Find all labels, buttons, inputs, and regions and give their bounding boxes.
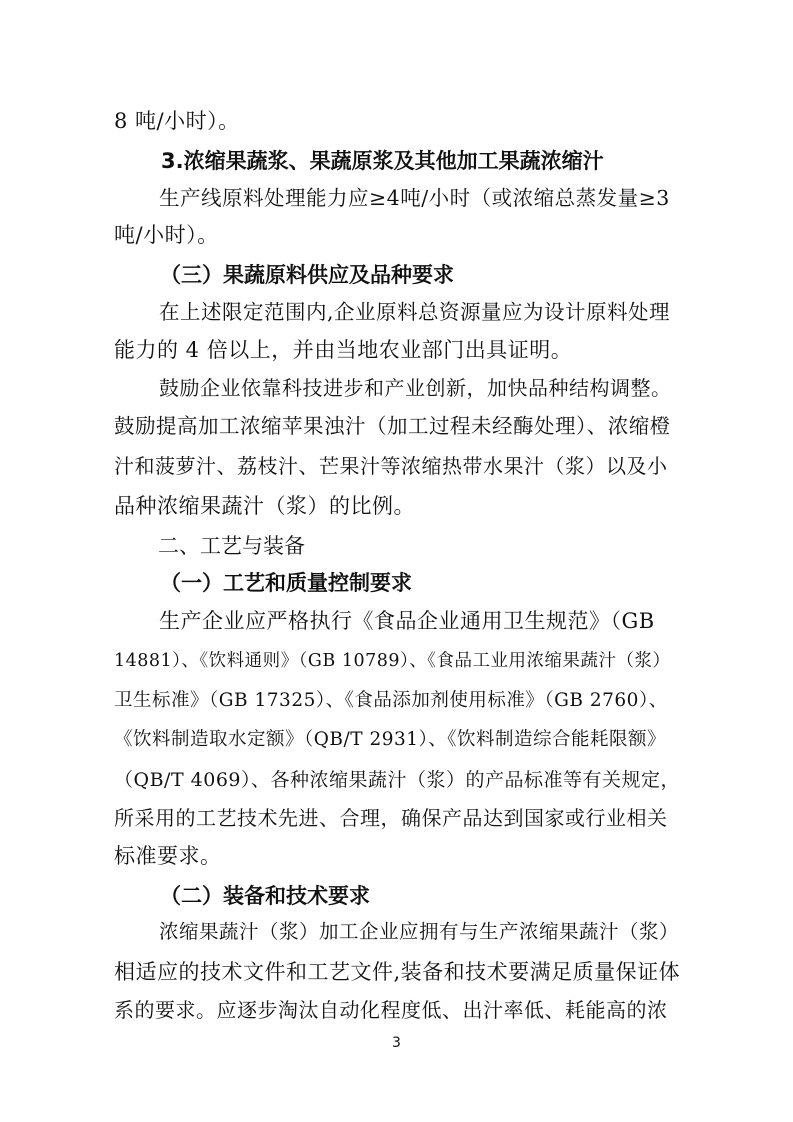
section-heading: （三）果蔬原料供应及品种要求 bbox=[160, 263, 454, 287]
paragraph-line: 卫生标准》（GB 17325）、《食品添加剂使用标准》（GB 2760）、 bbox=[114, 690, 668, 711]
paragraph-line: 鼓励企业依靠科技进步和产业创新，加快品种结构调整。 bbox=[159, 376, 672, 400]
paragraph-line: 鼓励提高加工浓缩苹果浊汁（加工过程未经酶处理）、浓缩橙 bbox=[114, 414, 671, 438]
section-heading: （二）装备和技术要求 bbox=[160, 884, 370, 908]
paragraph-line: 8 吨/小时）。 bbox=[114, 109, 240, 133]
paragraph-line: 吨/小时）。 bbox=[114, 223, 219, 247]
paragraph-line: 品种浓缩果蔬汁（浆）的比例。 bbox=[114, 494, 415, 518]
paragraph-line: 在上述限定范围内,企业原料总资源量应为设计原料处理 bbox=[159, 300, 671, 324]
paragraph-line: 生产企业应严格执行《食品企业通用卫生规范》（GB bbox=[159, 609, 655, 633]
paragraph-line: 汁和菠萝汁、荔枝汁、芒果汁等浓缩热带水果汁（浆）以及小 bbox=[114, 454, 668, 478]
page-number: 3 bbox=[392, 1035, 401, 1051]
paragraph-line: 生产线原料处理能力应≥4吨/小时（或浓缩总蒸发量≥3 bbox=[159, 186, 670, 210]
section-heading: （一）工艺和质量控制要求 bbox=[160, 571, 412, 595]
paragraph-line: 所采用的工艺技术先进、合理，确保产品达到国家或行业相关 bbox=[114, 806, 668, 830]
paragraph-line: 能力的 4 倍以上，并由当地农业部门出具证明。 bbox=[114, 338, 573, 362]
paragraph-line: 相适应的技术文件和工艺文件,装备和技术要满足质量保证体 bbox=[114, 960, 681, 984]
paragraph-line: 标准要求。 bbox=[114, 844, 222, 868]
paragraph-line: 《饮料制造取水定额》（QB/T 2931）、《饮料制造综合能耗限额》 bbox=[114, 729, 667, 750]
paragraph-line: 浓缩果蔬汁（浆）加工企业应拥有与生产浓缩果蔬汁（浆） bbox=[159, 920, 680, 943]
chapter-heading: 二、工艺与装备 bbox=[158, 534, 305, 558]
section-heading: 3.浓缩果蔬浆、果蔬原浆及其他加工果蔬浓缩汁 bbox=[161, 149, 604, 173]
paragraph-line: （QB/T 4069）、各种浓缩果蔬汁（浆）的产品标准等有关规定， bbox=[114, 769, 681, 791]
paragraph-line: 14881）、《饮料通则》（GB 10789）、《食品工业用浓缩果蔬汁（浆） bbox=[114, 651, 671, 671]
paragraph-line: 系的要求。应逐步淘汰自动化程度低、出汁率低、耗能高的浓 bbox=[114, 998, 668, 1022]
